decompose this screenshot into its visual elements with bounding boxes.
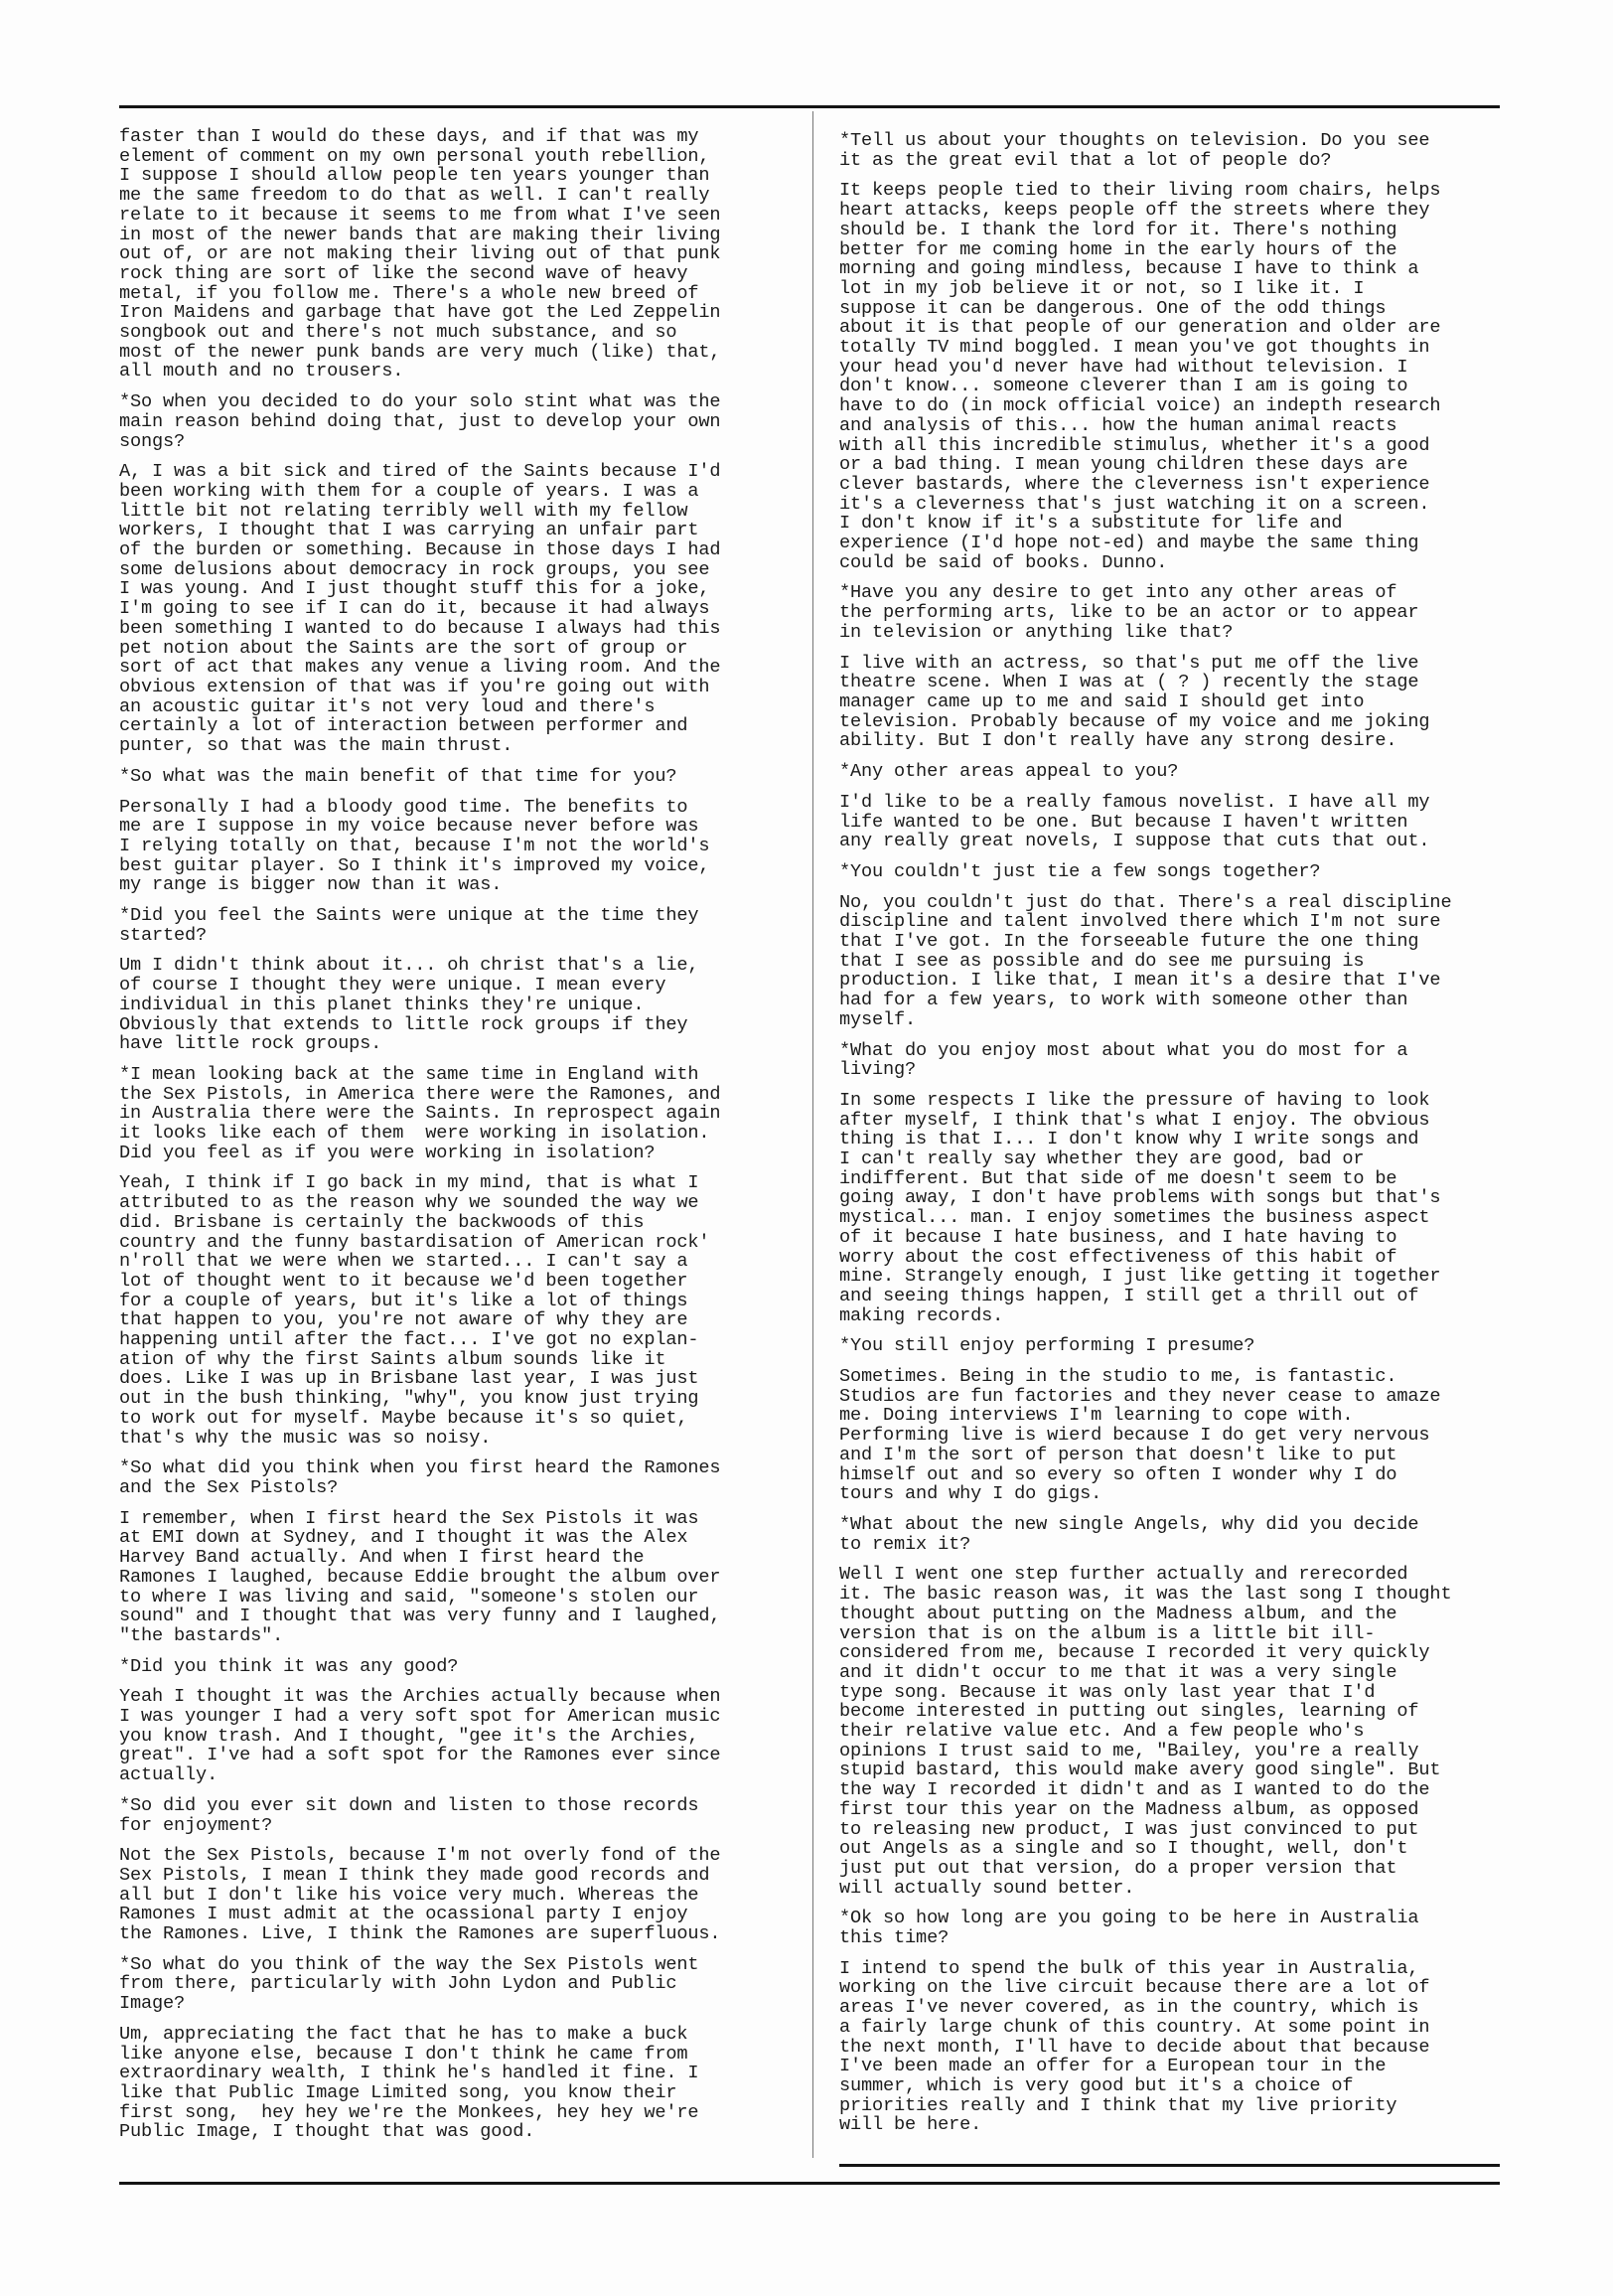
interview-question: *So when you decided to do your solo stint what was the main reason behind doing that, just to develop your own songs? (119, 391, 721, 452)
interview-question: *Any other areas appeal to you? (839, 761, 1179, 783)
interview-question: *Did you think it was any good? (119, 1655, 459, 1677)
interview-question: *You couldn't just tie a few songs together? (839, 860, 1321, 882)
interview-question: *Ok so how long are you going to be here in Australia this time? (839, 1908, 1419, 1949)
interview-answer: I'd like to be a really famous novelist. I have all my life wanted to be one. But because I haven't written any really great novels, I suppose that cuts that out. (839, 791, 1430, 852)
interview-answer: It keeps people tied to their living room chairs, helps heart attacks, keeps people off the streets where they should be. I thank the lord for it. There's nothing better for me coming home in the early hours of the morning and going mindless, because I have to think a lot in my job believe it or not, so I like it. I suppose it can be dangerous. One of the odd things about it is that people of our generation and older are totally TV mind boggled. I mean you've got thoughts in your head you'd never have had without television. I don't know... someone cleverer than I am is going to have to do (in mock official voice) an indepth research and analysis of this... how the human animal reacts with all this incredible stimulus, whether it's a good or a bad thing. I mean young children these days are clever bastards, where the cleverness isn't experience it's a cleverness that's just watching it on a screen. I don't know if it's a substitute for life and experience (I'd hope not-ed) and maybe the same thing could be said of books. Dunno. (839, 180, 1441, 573)
interview-answer: I intend to spend the bulk of this year in Australia, working on the live circuit because there are a lot of areas I've never covered, as in the country, which is a fairly large chunk of this country. At some point in the next month, I'll have to decide about that because I've been made an offer for a European tour in the summer, which is very good but it's a choice of priorities really and I think that my live priority will be here. (839, 1957, 1430, 2136)
interview-answer: Well I went one step further actually and rerecorded it. The basic reason was, it was the last song I thought thought about putting on the Madness album, and the version that is on the album is a little bit ill- considered from me, because I recorded it very quickly and it didn't occur to me that it was a very single type song. Because it was only last year that I'd become interested in putting out singles, learning of their relative value etc. And a few people who's opinions I trust said to me, "Bailey, you're a really stupid bastard, this would make avery good single". But the way I recorded it didn't and as I wanted to do the first tour this year on the Madness album, as opposed to releasing new product, I was just convinced to put out Angels as a single and so I thought, well, don't just put out that version, do a proper version that will actually sound better. (839, 1564, 1452, 1899)
interview-answer: Yeah, I think if I go back in my mind, that is what I attributed to as the reason why we sounded the way we did. Brisbane is certainly the backwoods of this country and the funny bastardisation of American rock' n'roll that we were when we started... I can't say a lot of thought went to it because we'd been together for a couple of years, but it's like a lot of things that happen to you, you're not aware of why they are happening until after the fact... I've got no explan- ation of why the first Saints album sounds like it does. Like I was up in Brisbane last year, I was just out in the bush thinking, "why", you know just trying to work out for myself. Maybe because it's so quiet, that's why the music was so noisy. (119, 1172, 710, 1449)
right-column-end-rule (839, 2164, 1500, 2167)
interview-answer: faster than I would do these days, and if that was my element of comment on my own personal youth rebellion, I suppose I should allow people ten years younger than me the same freedom to do that as well. I can't really relate to it because it seems to me from what I've seen in most of the newer bands that are making their living out of, or are not making their living out of that punk rock thing are sort of like the second wave of heavy metal, if you follow me. There's a whole new breed of Iron Maidens and garbage that have got the Led Zeppelin songbook out and there's not much substance, and so most of the newer punk bands are very much (like) that, all mouth and no trousers. (119, 126, 721, 383)
interview-question: *What do you enjoy most about what you do most for a living? (839, 1039, 1408, 1081)
interview-answer: In some respects I like the pressure of having to look after myself, I think that's what I enjoy. The obvious thing is that I... I don't know why I write songs and I can't really say whether they are good, bad or indifferent. But that side of me doesn't seem to be going away, I don't have problems with songs but that's mystical... man. I enjoy sometimes the business aspect of it because I hate business, and I hate having to worry about the cost effectiveness of this habit of mine. Strangely enough, I just like getting it together and seeing things happen, I still get a thrill out of making records. (839, 1089, 1441, 1326)
interview-answer: No, you couldn't just do that. There's a real discipline discipline and talent involved there which I'm not sure that I've got. In the forseeable future the one thing that I see as possible and do see me pursuing is production. I like that, I mean it's a desire that I've had for a few years, to work with someone other than myself. (839, 891, 1452, 1030)
top-rule (119, 105, 1500, 108)
interview-question: *So did you ever sit down and listen to those records for enjoyment? (119, 1794, 699, 1836)
right-column (839, 127, 1525, 2146)
interview-answer: Sometimes. Being in the studio to me, is fantastic. Studios are fun factories and they never cease to amaze me. Doing interviews I'm learning to cope with. Performing live is wierd because I do get very nervous and I'm the sort of person that doesn't like to put himself out and so every so often I wonder why I do tours and why I do gigs. (839, 1366, 1441, 1505)
bottom-rule (119, 2182, 1500, 2185)
left-column (119, 127, 805, 2153)
interview-answer: Um I didn't think about it... oh christ that's a lie, of course I thought they were unique. I mean every individual in this planet thinks they're unique. Obviously that extends to little rock groups if they have little rock groups. (119, 955, 699, 1055)
interview-answer: Personally I had a bloody good time. The benefits to me are I suppose in my voice because never before was I relying totally on that, because I'm not the world's best guitar player. So I think it's improved my voice, my range is bigger now than it was. (119, 796, 710, 896)
interview-answer: Not the Sex Pistols, because I'm not overly fond of the Sex Pistols, I mean I think they made good records and all but I don't like his voice very much. Whereas the Ramones I must admit at the ocassional party I enjoy the Ramones. Live, I think the Ramones are superfluous. (119, 1845, 721, 1945)
interview-question: *Have you any desire to get into any other areas of the performing arts, like to be an actor or to appear in television or anything like that? (839, 582, 1419, 643)
interview-answer: I live with an actress, so that's put me off the live theatre scene. When I was at ( ? ) recently the stage manager came up to me and said I should get into television. Probably because of my voice and me joking ability. But I don't really have any strong desire. (839, 652, 1430, 752)
interview-question: *I mean looking back at the same time in England with the Sex Pistols, in America there were the Ramones, and in Australia there were the Saints. In reprospect again it looks like each of them were working in isolation. Did you feel as if you were working in isolation? (119, 1063, 721, 1163)
column-divider (812, 111, 813, 2158)
interview-question: *Tell us about your thoughts on television. Do you see it as the great evil that a lot of people do? (839, 130, 1430, 171)
interview-answer: A, I was a bit sick and tired of the Saints because I'd been working with them for a couple of years. I was a little bit not relating terribly well with my fellow workers, I thought that I was carrying an unfair part of the burden or something. Because in those days I had some delusions about democracy in rock groups, you see I was young. And I just thought stuff this for a joke, I'm going to see if I can do it, because it had always been something I wanted to do because I always had this pet notion about the Saints are the sort of group or sort of act that makes any venue a living room. And the obvious extension of that was if you're going out with an acoustic guitar it's not very loud and there's certainly a lot of interaction between performer and punter, so that was the main thrust. (119, 461, 721, 757)
interview-question: *So what did you think when you first heard the Ramones and the Sex Pistols? (119, 1457, 721, 1498)
interview-question: *Did you feel the Saints were unique at the time they started? (119, 905, 699, 946)
interview-answer: Yeah I thought it was the Archies actually because when I was younger I had a very soft spot for American music you know trash. And I thought, "gee it's the Archies, great". I've had a soft spot for the Ramones ever since actually. (119, 1686, 721, 1786)
interview-question: *You still enjoy performing I presume? (839, 1335, 1255, 1357)
interview-question: *So what do you think of the way the Sex Pistols went from there, particularly with John Lydon and Public Image? (119, 1953, 699, 2015)
interview-answer: Um, appreciating the fact that he has to make a buck like anyone else, because I don't think he came from extraordinary wealth, I think he's handled it fine. I like that Public Image Limited song, you know their first song, hey hey we're the Monkees, hey hey we're Public Image, I thought that was good. (119, 2023, 699, 2143)
interview-question: *So what was the main benefit of that time for you? (119, 765, 677, 787)
interview-question: *What about the new single Angels, why did you decide to remix it? (839, 1514, 1419, 1555)
interview-answer: I remember, when I first heard the Sex Pistols it was at EMI down at Sydney, and I thought it was the Alex Harvey Band actually. And when I first heard the Ramones I laughed, because Eddie brought the album over to where I was living and said, "someone's stolen our sound" and I thought that was very funny and I laughed, "the bastards". (119, 1507, 721, 1646)
